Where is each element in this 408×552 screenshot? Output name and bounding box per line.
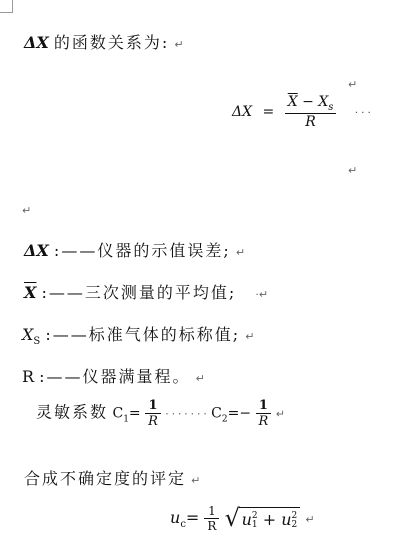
dx-symbol: ΔX <box>24 33 49 52</box>
def-text: :——仪器的示值误差; <box>53 241 231 260</box>
formula-fraction <box>285 94 337 130</box>
x-s-symbol: X <box>318 94 329 110</box>
c2-fraction <box>256 398 272 429</box>
paragraph-mark-icon: ↵ <box>191 474 201 487</box>
uc-equals: = <box>185 508 200 527</box>
uc-symbol: u <box>170 508 181 527</box>
x-s-subscript: s <box>328 101 334 113</box>
definition-dx <box>24 238 245 261</box>
c1-denominator: R <box>145 413 161 429</box>
paragraph-mark-icon: ·↵ <box>255 288 269 301</box>
u2-subscript: 2 <box>291 519 298 530</box>
page-corner-mark <box>0 0 13 13</box>
def-symbol: X <box>22 325 34 344</box>
sqrt-sign-icon: √ <box>224 504 240 533</box>
sensitivity-label: 灵敏系数 <box>36 402 109 422</box>
def-symbol: $\overline{X}$ <box>24 283 37 302</box>
sqrt-radical <box>224 504 301 533</box>
c1-fraction <box>145 398 161 429</box>
radicand <box>239 507 301 530</box>
paragraph-mark-icon: ↵ <box>348 78 358 91</box>
def-text: :——仪器满量程。 <box>39 367 191 386</box>
paragraph-mark-icon: ↵ <box>275 407 285 421</box>
u2-superscript: 2 <box>291 510 298 521</box>
c1-subscript: 1 <box>123 414 129 425</box>
minus-sign: − <box>297 94 319 110</box>
c2-symbol: C <box>211 405 222 422</box>
definition-xs <box>22 322 254 347</box>
mean-x-symbol: $\overline{X}$ <box>287 94 298 110</box>
dx-formula <box>232 94 371 130</box>
dx-heading-text: 的函数关系为: <box>53 33 170 52</box>
uc-numerator: 1 <box>208 504 216 518</box>
c1-numerator: 1 <box>148 398 158 413</box>
c2-equals: =− <box>227 405 252 422</box>
u2-symbol: u <box>281 510 292 530</box>
combined-heading-text: 合成不确定度的评定 <box>24 469 187 488</box>
dx-heading <box>24 30 184 53</box>
formula-dots: · · · <box>354 107 371 119</box>
c2-subscript: 2 <box>221 414 228 425</box>
c2-denominator: R <box>256 413 272 429</box>
u1-symbol: u <box>241 510 252 530</box>
formula-denominator: R <box>285 113 337 130</box>
u1-subscript: 1 <box>251 519 258 530</box>
c1-equals: = <box>128 405 141 422</box>
combined-uncertainty-heading <box>24 466 200 489</box>
paragraph-mark-icon: ↵ <box>245 330 255 343</box>
paragraph-mark-icon: ↵ <box>174 38 184 51</box>
paragraph-mark-icon: ↵ <box>195 372 205 385</box>
sensitivity-line <box>36 398 285 429</box>
formula-equals: = <box>262 103 275 120</box>
def-subscript: S <box>33 336 41 348</box>
u1-superscript: 2 <box>251 510 258 521</box>
def-symbol: R <box>22 367 35 386</box>
definition-mean-x <box>24 280 268 303</box>
uc-subscript: c <box>180 519 186 531</box>
def-symbol: ΔX <box>24 241 49 260</box>
uc-fraction <box>204 504 219 533</box>
formula-numerator <box>285 94 337 113</box>
paragraph-mark-icon: ↵ <box>235 246 246 259</box>
uc-denominator: R <box>204 518 219 533</box>
def-text: :——三次测量的平均值; <box>41 283 237 302</box>
paragraph-mark-icon: ↵ <box>305 513 315 526</box>
plus-sign: + <box>257 510 282 530</box>
c2-numerator: 1 <box>258 398 268 413</box>
def-text: :——标准气体的标称值; <box>45 325 241 344</box>
c1-symbol: C <box>112 405 124 422</box>
sensitivity-dots: · · · · · · · <box>165 409 207 421</box>
paragraph-mark-icon: ↵ <box>348 164 358 177</box>
definition-r <box>22 364 205 387</box>
paragraph-mark-icon: ↵ <box>22 204 32 217</box>
formula-lhs: ΔX <box>232 103 253 120</box>
uc-formula <box>170 504 315 533</box>
